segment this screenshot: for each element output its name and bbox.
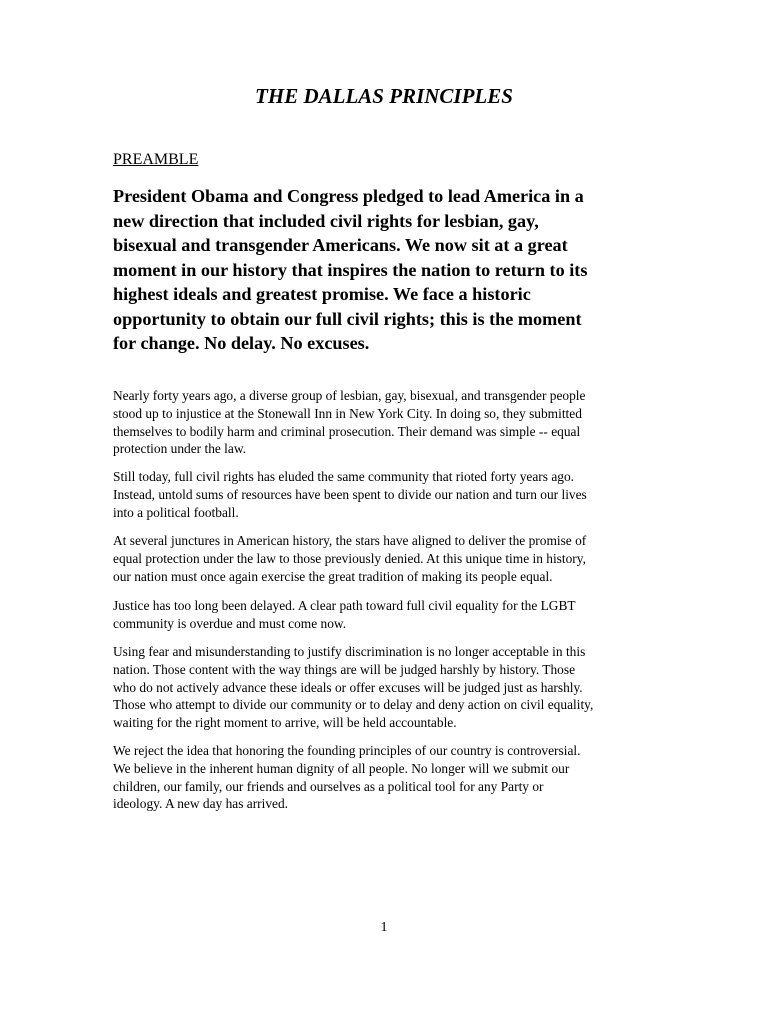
paragraph-line: Justice has too long been delayed. A clear path toward full civil equality for the LGBT bbox=[113, 598, 576, 613]
body-paragraph bbox=[113, 643, 658, 732]
paragraph-line: We believe in the inherent human dignity of all people. No longer will we submit our bbox=[113, 760, 570, 776]
body-paragraph bbox=[113, 387, 658, 458]
lead-paragraph bbox=[113, 184, 658, 356]
lead-line: opportunity to obtain our full civil rights; this is the moment bbox=[113, 308, 582, 329]
body-paragraph bbox=[113, 468, 658, 521]
paragraph-line: Still today, full civil rights has eluded the same community that rioted forty years ago. bbox=[113, 469, 575, 484]
paragraph-line: ideology. A new day has arrived. bbox=[113, 796, 289, 812]
lead-line: moment in our history that inspires the nation to return to its bbox=[113, 259, 588, 280]
paragraph-line: At several junctures in American history, the stars have aligned to deliver the promise of bbox=[113, 533, 587, 548]
lead-line: new direction that included civil rights for lesbian, gay, bbox=[113, 210, 539, 231]
lead-line: highest ideals and greatest promise. We face a historic bbox=[113, 284, 531, 304]
page-number: 1 bbox=[380, 920, 388, 935]
paragraph-line: nation. Those content with the way things are will be judged harshly by history. Those bbox=[113, 661, 576, 677]
paragraph-line: stood up to injustice at the Stonewall Inn in New York City. In doing so, they submitted bbox=[113, 405, 582, 421]
body-paragraph bbox=[113, 742, 658, 813]
paragraph-line: Nearly forty years ago, a diverse group of lesbian, gay, bisexual, and transgender people bbox=[113, 388, 586, 403]
paragraph-line: who do not actively advance these ideals or offer excuses will be judged just as harshly. bbox=[113, 679, 583, 695]
body-paragraph bbox=[113, 532, 658, 585]
body-paragraph bbox=[113, 597, 658, 633]
lead-line: President Obama and Congress pledged to lead America in a bbox=[113, 186, 584, 206]
document-title: THE DALLAS PRINCIPLES bbox=[255, 84, 513, 108]
lead-line: bisexual and transgender Americans. We now sit at a great bbox=[113, 235, 568, 255]
paragraph-line: We reject the idea that honoring the founding principles of our country is controversial. bbox=[113, 743, 581, 758]
paragraph-line: our nation must once again exercise the great tradition of making its people equal. bbox=[113, 568, 553, 584]
lead-line: for change. No delay. No excuses. bbox=[113, 333, 370, 353]
paragraph-line: children, our family, our friends and ourselves as a political tool for any Party or bbox=[113, 778, 544, 794]
paragraph-line: equal protection under the law to those previously denied. At this unique time in history, bbox=[113, 550, 586, 566]
paragraph-line: protection under the law. bbox=[113, 441, 246, 457]
section-heading-preamble: PREAMBLE bbox=[113, 151, 199, 168]
paragraph-line: Those who attempt to divide our community or to delay and deny action on civil equality, bbox=[113, 697, 594, 713]
paragraph-line: into a political football. bbox=[113, 504, 239, 520]
paragraph-line: community is overdue and must come now. bbox=[113, 615, 347, 631]
paragraph-line: Instead, untold sums of resources have been spent to divide our nation and turn our lives bbox=[113, 486, 587, 502]
paragraph-line: Using fear and misunderstanding to justify discrimination is no longer acceptable in this bbox=[113, 644, 586, 659]
paragraph-line: waiting for the right moment to arrive, will be held accountable. bbox=[113, 715, 457, 731]
paragraph-line: themselves to bodily harm and criminal prosecution. Their demand was simple -- equal bbox=[113, 423, 581, 439]
